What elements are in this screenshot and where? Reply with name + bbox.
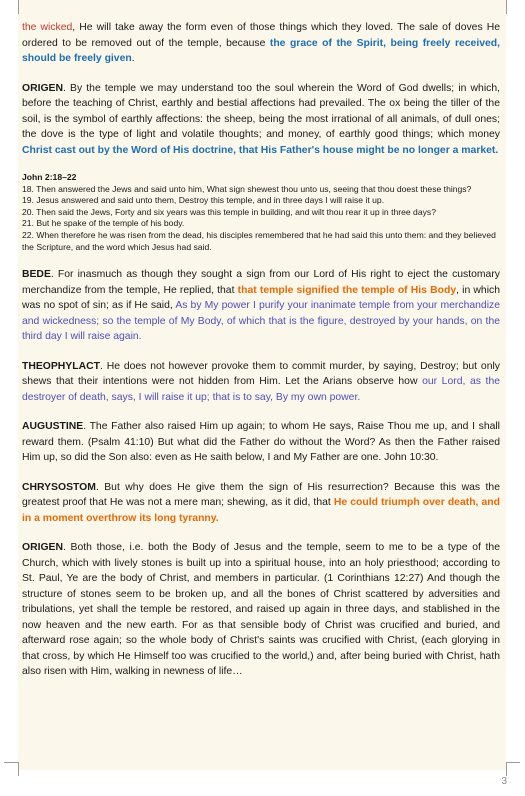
body-text: . The Father also raised Him up again; to whom He says, Raise Thou me up, and I shall reward them. (Psalm 41:10) But what did the Father do without the Word? As then the Father raised Him up, so did the Son also: even as He saith below, I and My Father are one. John 10:30.	[22, 421, 500, 464]
highlight-orange: that temple signified the temple of His Body	[237, 284, 457, 296]
paragraph-1	[22, 20, 500, 67]
crop-mark-bottom-right-v	[506, 762, 507, 776]
body-text: . Both those, i.e. both the Body of Jesus and the temple, seem to me to be a type of the Church, which with lively stones is built up into a spiritual house, into an holy priesthood; according to St. Paul, Ye are the body of Christ, and members in particular. (1 Corinthians 12:27) And though the structure of stones seem to be broken up, and all the bones of Christ scattered by adversities and tribulations, yet shall the temple be restored, and raised up again in three days, and stablished in the now heaven and the new earth. For as that sensible body of Christ was crucified and buried, and afterward rose again; so the whole body of Christ's saints was crucified with Christ, (each glorying in that cross, by which He Himself too was crucified to the world,) and, after being buried with Christ, hath also risen with Him, walking in newness of life…	[22, 542, 500, 678]
paragraph-theophylact	[22, 359, 500, 406]
body-text: . By the temple we may understand too the soul wherein the Word of God dwells; in which, before the teaching of Christ, earthly and bestial affections had prevailed. The ox being the tiller of the soil, is the symbol of earthly affections: the sheep, being the most irrational of all animals, of dull ones; the dove is the type of light and volatile thoughts; and money, of earthly good things; which money	[22, 82, 500, 140]
author-heading: AUGUSTINE	[22, 421, 84, 433]
author-heading: ORIGEN	[22, 542, 63, 554]
body-text: , He will take away the form even of those things which they loved. The sale of doves He ordered to be removed out of the temple, because	[22, 22, 500, 49]
verse: 20. Then said the Jews, Forty and six years was this temple in building, and wilt thou rear it up in three days?	[22, 206, 436, 217]
paragraph-augustine	[22, 419, 500, 466]
paragraph-bede	[22, 267, 500, 345]
scripture-reference: John 2:18–22	[22, 172, 77, 182]
red-text: the wicked	[22, 22, 73, 33]
paragraph-chrysostom	[22, 480, 500, 527]
highlight-purple: As by My power I purify your inanimate temple from your merchandize and wickedness; so the temple of My Body, of which that is the figure, destroyed by your hands, on the third day I will raise again.	[22, 300, 500, 343]
verse: 19. Jesus answered and said unto them, Destroy this temple, and in three days I will raise it up.	[22, 195, 385, 206]
crop-mark-top-left-v	[18, 0, 19, 14]
author-heading: THEOPHYLACT	[22, 360, 100, 372]
page-number: 3	[501, 776, 507, 787]
body-text: . He does not however provoke them to commit murder, by saying, Destroy; but only shews that their intentions were not hidden from Him. Let the Arians observe how	[22, 360, 500, 388]
body-text: , in which was no spot of sin; as if He said,	[22, 284, 500, 312]
document-body	[22, 20, 500, 694]
scripture-block	[22, 172, 500, 253]
crop-mark-bottom-right-h	[506, 762, 520, 763]
author-heading: CHRYSOSTOM	[22, 481, 96, 493]
author-heading: BEDE	[22, 269, 51, 281]
author-heading: ORIGEN	[22, 82, 63, 94]
paragraph-origen-2	[22, 540, 500, 680]
body-text: . For inasmuch as though they sought a sign from our Lord of His right to eject the customary merchandize from the temple, He replied, that	[22, 269, 500, 296]
paragraph-origen-1	[22, 81, 500, 159]
body-text: . But why does He give them the sign of His resurrection? Because this was the greatest proof that He was not a mere man; shewing, as it did, that	[22, 481, 500, 509]
crop-mark-bottom-left-h	[4, 762, 18, 763]
crop-mark-top-right-v	[506, 0, 507, 14]
crop-mark-bottom-left-v	[18, 762, 19, 776]
highlight-purple: our Lord, as the destroyer of death, says, I will raise it up; that is to say, By my own power.	[22, 376, 500, 403]
verse: 22. When therefore he was risen from the dead, his disciples remembered that he had said this unto them: and they believed the Scripture, and the word which Jesus had said.	[22, 229, 496, 252]
body-text: .	[131, 53, 135, 64]
highlight-blue: Christ cast out by the Word of His doctrine, that His Father's house might be no longer a market.	[22, 144, 499, 156]
verse: 21. But he spake of the temple of his body.	[22, 218, 185, 229]
highlight-blue: the grace of the Spirit, being freely received, should be freely given	[22, 37, 501, 64]
verse: 18. Then answered the Jews and said unto him, What sign shewest thou unto us, seeing that thou doest these things?	[22, 183, 472, 194]
highlight-orange: He could triumph over death, and in a moment overthrow its long tyranny.	[22, 497, 500, 524]
